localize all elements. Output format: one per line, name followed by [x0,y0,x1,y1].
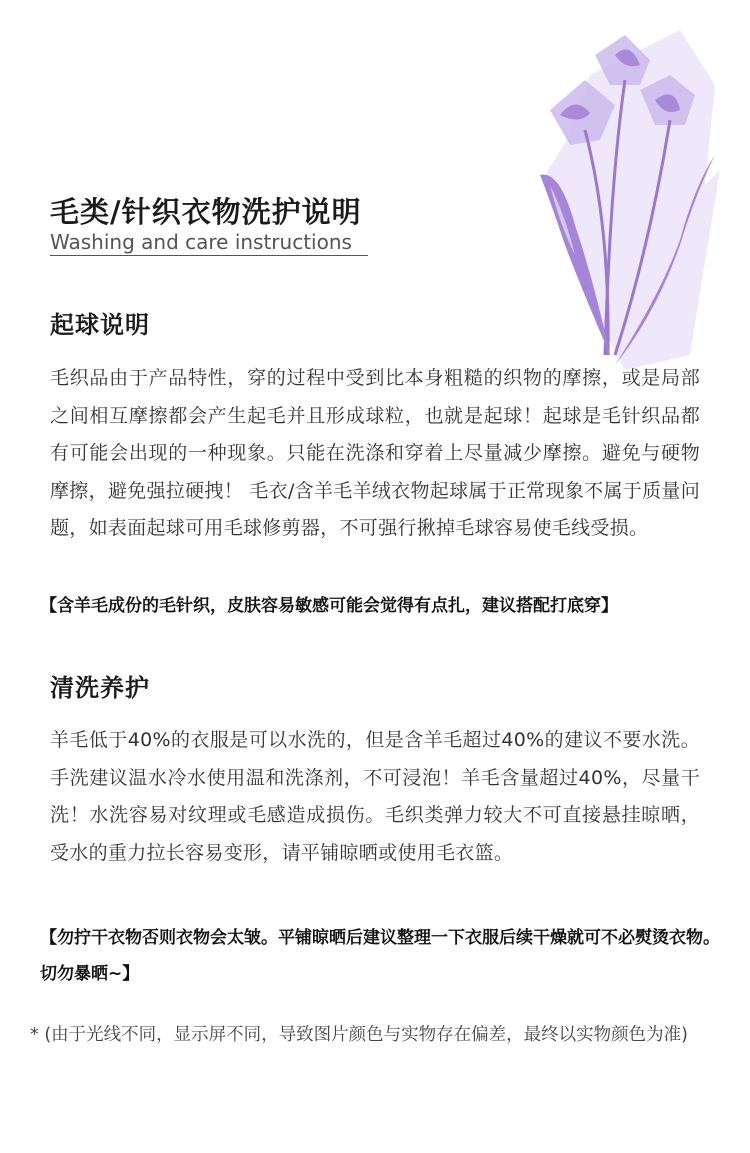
iris-flower-icon [530,25,720,370]
note-care: 【勿拧干衣物否则衣物会太皱。平铺晾晒后建议整理一下衣服后续干燥就可不必熨烫衣物。切勿暴晒~】 [40,928,720,984]
section-body-pilling: 毛织品由于产品特性，穿的过程中受到比本身粗糙的织物的摩擦，或是局部之间相互摩擦都会产生起毛并且形成球粒，也就是起球！起球是毛针织品都有可能会出现的一种现象。只能在洗涤和穿着上尽量减少摩擦。避免与硬物摩擦，避免强拉硬拽！ 毛衣/含羊毛羊绒衣物起球属于正常现象不属于质量问题，如表面起球可用毛球修剪器，不可强行揪掉毛球容易使毛线受损。 [50,367,700,539]
section-heading-pilling: 起球说明 [50,311,150,339]
page-title: 毛类/针织衣物洗护说明 [50,195,362,229]
section-heading-care: 清洗养护 [50,674,150,702]
page-subtitle: Washing and care instructions [50,229,368,256]
section-body-care: 羊毛低于40%的衣服是可以水洗的，但是含羊毛超过40%的建议不要水洗。手洗建议温水冷水使用温和洗涤剂，不可浸泡！羊毛含量超过40%，尽量干洗！水洗容易对纹理或毛感造成损伤。毛织类弹力较大不可直接悬挂晾晒，受水的重力拉长容易变形，请平铺晾晒或使用毛衣篮。 [50,729,700,864]
footer-disclaimer: * (由于光线不同，显示屏不同，导致图片颜色与实物存在偏差，最终以实物颜色为准) [30,1025,688,1045]
note-pilling: 【含羊毛成份的毛针织，皮肤容易敏感可能会觉得有点扎，建议搭配打底穿】 [40,596,618,616]
